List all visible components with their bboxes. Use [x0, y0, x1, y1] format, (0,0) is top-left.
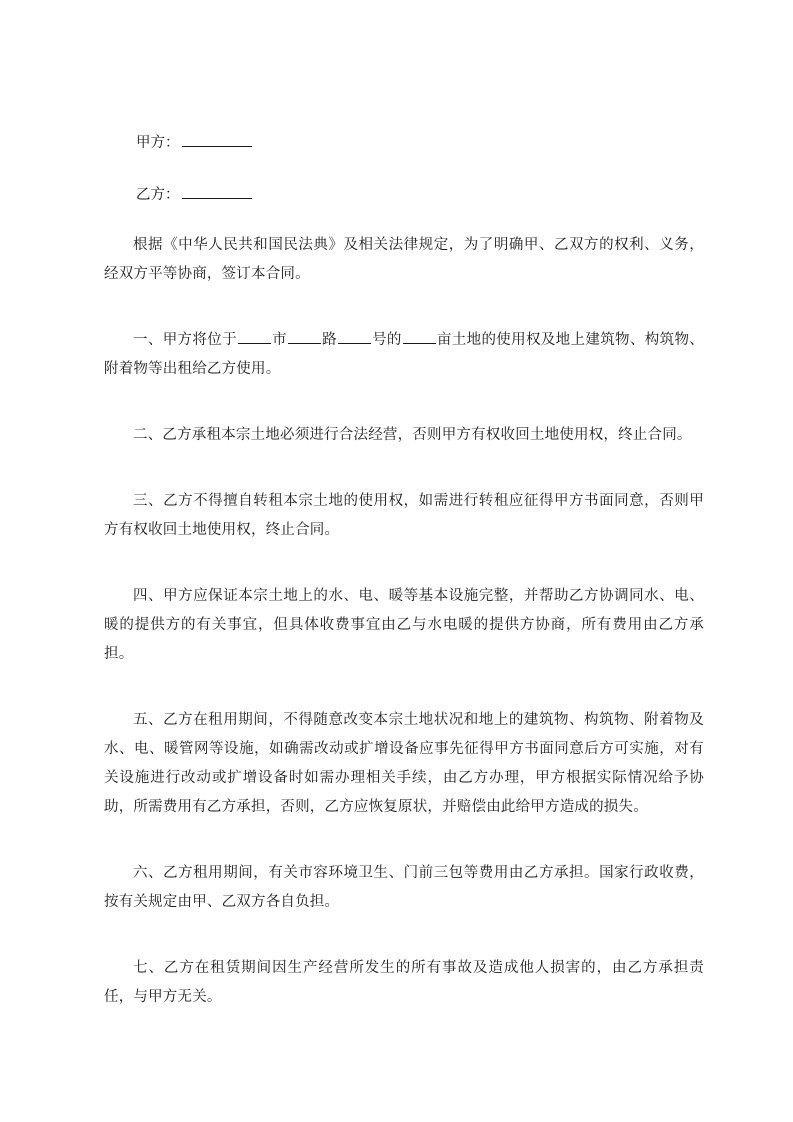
clause-4: 四、甲方应保证本宗土地上的水、电、暖等基本设施完整，并帮助乙方协调同水、电、暖的提供方的有关事宜，但具体收费事宜由乙与水电暖的提供方协商，所有费用由乙方承担。 [104, 588, 704, 662]
clause-1-suffix: 亩土地的使用权及地上建筑物、构筑物、附着物等出租给乙方使用。 [104, 332, 704, 377]
clause-3: 三、乙方不得擅自转租本宗土地的使用权，如需进行转租应征得甲方书面同意，否则甲方有权收回土地使用权，终止合同。 [104, 493, 704, 538]
clause-2: 二、乙方承租本宗土地必须进行合法经营，否则甲方有权收回土地使用权，终止合同。 [133, 427, 692, 443]
party-a-blank [182, 131, 252, 147]
clause-1-prefix: 一、甲方将位于 [133, 332, 237, 348]
party-a-label: 甲方： [136, 135, 180, 151]
clause-1-city-label: 市 [271, 332, 287, 348]
party-a-line [136, 131, 252, 153]
number-blank [338, 328, 371, 344]
city-blank [238, 328, 271, 344]
contract-body [104, 231, 704, 1049]
clause-1-number-label: 号的 [371, 332, 402, 348]
intro-paragraph: 根据《中华人民共和国民法典》及相关法律规定，为了明确甲、乙双方的权利、义务，经双方平等协商，签订本合同。 [104, 237, 704, 282]
road-blank [288, 328, 321, 344]
area-blank [403, 328, 436, 344]
clause-1 [104, 326, 704, 384]
party-b-blank [182, 183, 252, 199]
clause-6: 六、乙方租用期间，有关市容环境卫生、门前三包等费用由乙方承担。国家行政收费，按有关规定由甲、乙双方各自负担。 [104, 865, 704, 910]
party-b-line [136, 183, 252, 205]
party-b-label: 乙方： [136, 187, 180, 203]
clause-1-road-label: 路 [321, 332, 337, 348]
clause-5: 五、乙方在租用期间，不得随意改变本宗土地状况和地上的建筑物、构筑物、附着物及水、电、暖管网等设施，如确需改动或扩增设备应事先征得甲方书面同意后方可实施，对有关设施进行改动或扩增设备时如需办理相关手续，由乙方办理，甲方根据实际情况给予协助，所需费用有乙方承担，否则，乙方应恢复原状，并赔偿由此给甲方造成的损失。 [104, 712, 704, 815]
clause-7: 七、乙方在租赁期间因生产经营所发生的所有事故及造成他人损害的，由乙方承担责任，与甲方无关。 [104, 960, 704, 1005]
